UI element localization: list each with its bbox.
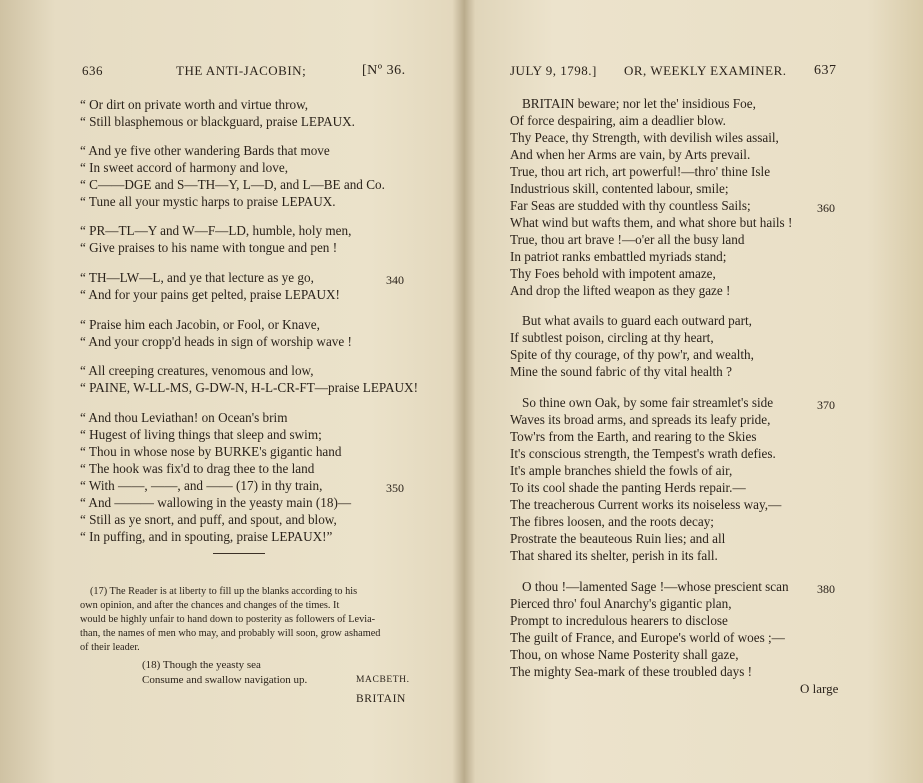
verse-line: “ C——DGE and S—TH—Y, L—D, and L—BE and Co. [80, 177, 385, 192]
running-title: THE ANTI-JACOBIN; [176, 63, 307, 78]
verse-line: The treacherous Current works its noiseless way,— [510, 497, 782, 512]
catchword: O large [800, 681, 839, 696]
verse-line: Waves its broad arms, and spreads its leafy pride, [510, 412, 771, 427]
verse-line: “ Give praises to his name with tongue and pen ! [80, 240, 338, 255]
verse-line: And drop the lifted weapon as they gaze ! [510, 283, 731, 298]
verse-line: O thou !—lamented Sage !—whose prescient scan [522, 579, 789, 594]
verse-line: “ Praise him each Jacobin, or Fool, or Knave, [80, 317, 320, 332]
verse-line: Industrious skill, contented labour, smile; [510, 181, 729, 196]
footnote-line: than, the names of men who may, and probably will soon, grow ashamed [80, 628, 381, 639]
verse-line: Mine the sound fabric of thy vital health ? [510, 364, 732, 379]
verse-line: “ And for your pains get pelted, praise LEPAUX! [80, 287, 340, 302]
footnote-line: (17) The Reader is at liberty to fill up the blanks according to his [90, 586, 358, 597]
line-number: 340 [386, 273, 404, 287]
issue-number: [Nº 36. [362, 63, 406, 78]
verse-line: Of force despairing, aim a deadlier blow. [510, 113, 726, 128]
verse-line: “ Or dirt on private worth and virtue throw, [80, 97, 309, 112]
verse-line: “ And thou Leviathan! on Ocean's brim [80, 410, 288, 425]
verse-line: “ In puffing, and in spouting, praise LEPAUX!” [80, 529, 333, 544]
right-page [470, 0, 923, 783]
verse-line: True, thou art rich, art powerful!—thro' thine Isle [510, 164, 771, 179]
verse-line: “ And ——— wallowing in the yeasty main (18)— [80, 495, 352, 510]
page-number: 636 [82, 63, 103, 78]
catchword: BRITAIN [356, 693, 406, 705]
verse-line: Prostrate the beauteous Ruin lies; and all [510, 531, 726, 546]
verse-line: “ Still blasphemous or blackguard, praise LEPAUX. [80, 114, 355, 129]
verse-line: “ Hugest of living things that sleep and swim; [80, 427, 322, 442]
verse-line: “ All creeping creatures, venomous and low, [80, 363, 314, 378]
verse-line: The mighty Sea-mark of these troubled days ! [510, 664, 753, 679]
verse-line: Thou, on whose Name Posterity shall gaze, [510, 647, 739, 662]
verse-line: In patriot ranks embattled myriads stand; [510, 249, 727, 264]
verse-line: Spite of thy courage, of thy pow'r, and wealth, [510, 347, 754, 362]
section-rule [213, 553, 265, 554]
verse-line: BRITAIN beware; nor let the' insidious Foe, [522, 96, 756, 111]
line-number: 370 [817, 398, 835, 412]
footnote-line: would be highly unfair to hand down to posterity as followers of Levia- [80, 614, 376, 625]
verse-line: True, thou art brave !—o'er all the busy land [510, 232, 745, 247]
verse-line: The guilt of France, and Europe's world of woes ;— [510, 630, 785, 645]
issue-date: JULY 9, 1798.] [510, 63, 597, 78]
verse-line: “ TH—LW—L, and ye that lecture as ye go, [80, 270, 314, 285]
verse-line: “ With ——, ——, and —— (17) in thy train, [80, 478, 323, 493]
footnote-line: (18) Though the yeasty sea [142, 659, 261, 671]
verse-line: Thy Peace, thy Strength, with devilish wiles assail, [510, 130, 779, 145]
line-number: 350 [386, 481, 404, 495]
verse-line: Tow'rs from the Earth, and rearing to the Skies [510, 429, 757, 444]
verse-line: What wind but wafts them, and what shore but hails ! [510, 215, 793, 230]
footnote-line: of their leader. [80, 642, 140, 653]
verse-line: “ PR—TL—Y and W—F—LD, humble, holy men, [80, 223, 352, 238]
verse-line: “ And ye five other wandering Bards that move [80, 143, 330, 158]
verse-line: Prompt to incredulous hearers to disclose [510, 613, 728, 628]
verse-line: “ Tune all your mystic harps to praise LEPAUX. [80, 194, 336, 209]
verse-line: And when her Arms are vain, by Arts prevail. [510, 147, 751, 162]
running-title: OR, WEEKLY EXAMINER. [624, 63, 787, 78]
verse-line: “ In sweet accord of harmony and love, [80, 160, 288, 175]
verse-line: But what avails to guard each outward part, [522, 313, 752, 328]
verse-line: So thine own Oak, by some fair streamlet's side [522, 395, 774, 410]
verse-line: If subtlest poison, circling at thy heart, [510, 330, 714, 345]
verse-line: “ PAINE, W-LL-MS, G-DW-N, H-L-CR-FT—praise LEPAUX! [80, 380, 418, 395]
verse-line: That shared its shelter, perish in its fall. [510, 548, 718, 563]
verse-line: It's ample branches shield the fowls of air, [510, 463, 733, 478]
page-number: 637 [814, 63, 837, 78]
verse-line: “ Thou in whose nose by BURKE's gigantic hand [80, 444, 342, 459]
verse-line: To its cool shade the panting Herds repair.— [510, 480, 746, 495]
verse-line: Thy Foes behold with impotent amaze, [510, 266, 716, 281]
footnote-line: Consume and swallow navigation up. [142, 674, 308, 686]
line-number: 380 [817, 582, 835, 596]
attribution: MACBETH. [356, 675, 410, 685]
verse-line: Pierced thro' foul Anarchy's gigantic plan, [510, 596, 732, 611]
footnote-line: own opinion, and after the chances and changes of the times. It [80, 600, 340, 611]
verse-line: “ The hook was fix'd to drag thee to the land [80, 461, 315, 476]
verse-line: “ And your cropp'd heads in sign of worship wave ! [80, 334, 352, 349]
verse-line: “ Still as ye snort, and puff, and spout, and blow, [80, 512, 337, 527]
verse-line: It's conscious strength, the Tempest's wrath defies. [510, 446, 776, 461]
verse-line: Far Seas are studded with thy countless Sails; [510, 198, 751, 213]
verse-line: The fibres loosen, and the roots decay; [510, 514, 714, 529]
line-number: 360 [817, 201, 835, 215]
